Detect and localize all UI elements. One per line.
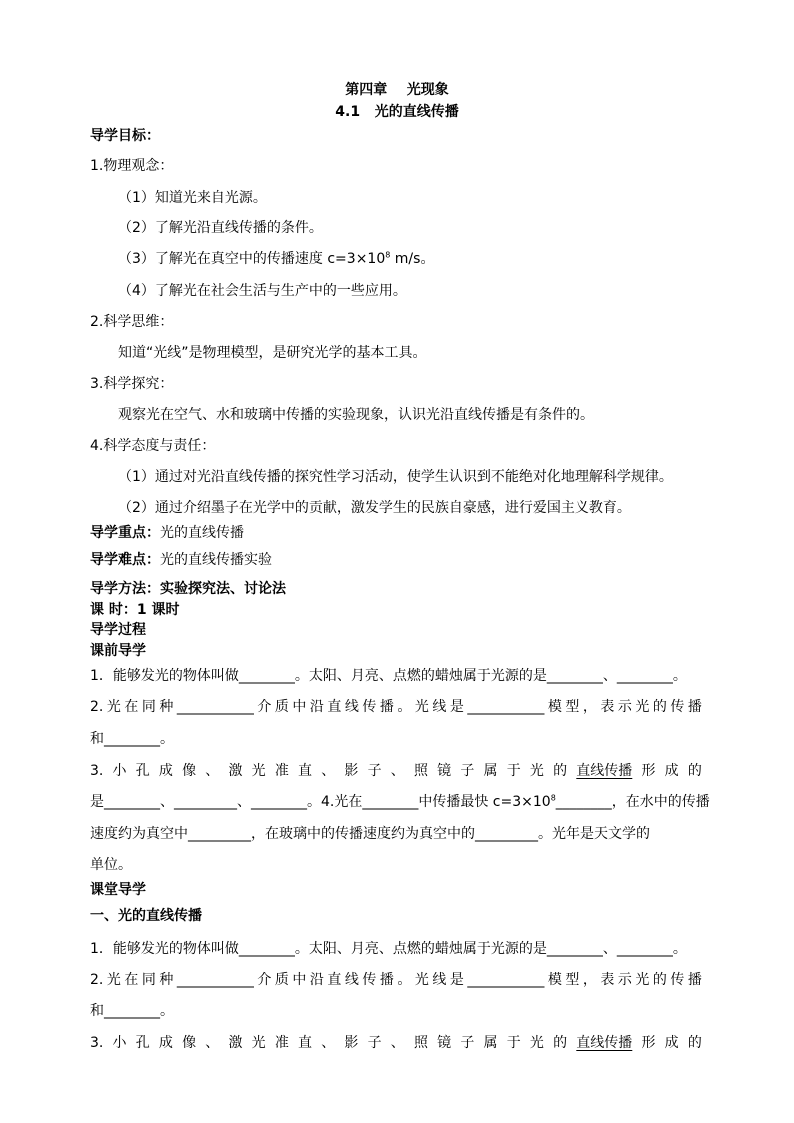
- cq3-token: 小: [112, 1035, 127, 1051]
- q3-token: 成: [158, 763, 173, 779]
- cq2-token: 中: [292, 972, 307, 988]
- cq3-token: 属: [483, 1035, 498, 1051]
- q3-token: 准: [274, 763, 289, 779]
- q2-token: 光: [414, 699, 429, 715]
- q3-exponent: 8: [550, 793, 556, 803]
- cq2-token: 。: [397, 972, 412, 988]
- physics-heading: 1.物理观念：: [90, 158, 174, 174]
- speed-unit: m/s。: [390, 251, 435, 267]
- cq3-token: 光: [251, 1035, 266, 1051]
- cq3-underlined-term: 直线传播: [576, 1035, 633, 1051]
- cq3-token: 、: [390, 1035, 405, 1051]
- q3-token: 的: [553, 763, 568, 779]
- q2-token: 是: [449, 699, 464, 715]
- difficulty-point: [90, 551, 272, 569]
- q3-token: 孔: [135, 763, 150, 779]
- method-line: 导学方法：实验探究法、讨论法: [90, 581, 286, 597]
- q2-token: 。: [397, 699, 412, 715]
- q2-token: 在: [124, 699, 139, 715]
- cq2-token: 的: [652, 972, 667, 988]
- q3-token: 3.: [90, 763, 104, 779]
- q3-token: 像: [182, 763, 197, 779]
- q2-token: 传: [362, 699, 377, 715]
- pre-question-2-end: 和________。: [90, 731, 174, 747]
- cq2-token: 光: [414, 972, 429, 988]
- cq3-token: 成: [158, 1035, 173, 1051]
- cq3-token: 光: [529, 1035, 544, 1051]
- q3-token: 照: [413, 763, 428, 779]
- cq3-token: 于: [506, 1035, 521, 1051]
- q3-underlined-term: 直线传播: [576, 763, 633, 779]
- physics-item-2: （2）了解光沿直线传播的条件。: [118, 220, 323, 236]
- q3-token: 光: [529, 763, 544, 779]
- q3-token: 、: [205, 763, 220, 779]
- cq3-token: 子: [367, 1035, 382, 1051]
- q2-token: 质: [274, 699, 289, 715]
- cq3-token: 、: [321, 1035, 336, 1051]
- q3-token: 子: [367, 763, 382, 779]
- q2-token: 播: [687, 699, 702, 715]
- q2-token: 型: [565, 699, 580, 715]
- q3-token: 形: [641, 763, 656, 779]
- q2-token: 沿: [309, 699, 324, 715]
- cq2-token: 种: [159, 972, 174, 988]
- cq3-token: 的: [687, 1035, 702, 1051]
- q2-token: 模: [547, 699, 562, 715]
- q3-token: 光: [251, 763, 266, 779]
- q3-token: 直: [298, 763, 313, 779]
- cq2-token: 沿: [309, 972, 324, 988]
- key-point: [90, 524, 244, 542]
- attitude-item-2: （2）通过介绍墨子在光学中的贡献，激发学生的民族自豪感，进行爱国主义教育。: [118, 500, 631, 516]
- cq2-token: 线: [344, 972, 359, 988]
- cq3-token: 像: [182, 1035, 197, 1051]
- q2-token: 同: [141, 699, 156, 715]
- cq2-token: 传: [670, 972, 685, 988]
- cq2-token: 在: [124, 972, 139, 988]
- cq2-token: 介: [257, 972, 272, 988]
- difficulty-text: 光的直线传播实验: [160, 552, 272, 568]
- q2-token: 中: [292, 699, 307, 715]
- q2-token: 光: [635, 699, 650, 715]
- q3-token: 子: [460, 763, 475, 779]
- cq2-token: 线: [432, 972, 447, 988]
- q2-token: 2.: [90, 699, 104, 715]
- chapter-title: 第四章 光现象: [345, 82, 449, 98]
- cq2-blank: ___________: [176, 972, 254, 988]
- cq3-token: 激: [228, 1035, 243, 1051]
- section-title: 4.1 光的直线传播: [335, 104, 459, 120]
- class-heading: 课堂导学: [90, 882, 146, 898]
- thinking-heading: 2.科学思维：: [90, 314, 174, 330]
- inquiry-text: 观察光在空气、水和玻璃中传播的实验现象，认识光沿直线传播是有条件的。: [118, 407, 594, 423]
- q3-token: 成: [664, 763, 679, 779]
- q2-token: 传: [670, 699, 685, 715]
- cq2-token: 是: [449, 972, 464, 988]
- cq3-token: 影: [344, 1035, 359, 1051]
- inquiry-heading: 3.科学探究：: [90, 376, 174, 392]
- cq2-token: 光: [635, 972, 650, 988]
- class-question-3: [90, 1034, 702, 1052]
- cq2-token: 型: [565, 972, 580, 988]
- class-question-1: 1．能够发光的物体叫做________。太阳、月亮、点燃的蜡烛属于光源的是________、________。: [90, 941, 687, 957]
- q3-line2-text: 是________、_________、________。4.光在________中传播最快 c=3×10: [90, 794, 551, 810]
- physics-item-1: （1）知道光来自光源。: [118, 190, 267, 206]
- q2-blank: ___________: [176, 699, 254, 715]
- speed-exponent: 8: [385, 250, 391, 260]
- key-text: 光的直线传播: [160, 525, 244, 541]
- q3-token: 激: [228, 763, 243, 779]
- cq3-token: 直: [298, 1035, 313, 1051]
- cq2-token: ，: [582, 972, 597, 988]
- cq2-token: 光: [106, 972, 121, 988]
- process-heading: 导学过程: [90, 622, 146, 638]
- q2-token: 表: [600, 699, 615, 715]
- q2-token: 示: [617, 699, 632, 715]
- difficulty-label: 导学难点：: [90, 552, 160, 568]
- cq3-token: 的: [553, 1035, 568, 1051]
- cq3-token: 、: [205, 1035, 220, 1051]
- cq2-token: 模: [547, 972, 562, 988]
- cq3-token: 形: [641, 1035, 656, 1051]
- cq3-token: 孔: [135, 1035, 150, 1051]
- pre-question-3-line-3: 速度约为真空中_________，在玻璃中的传播速度约为真空中的_________。光年是天文学的: [90, 826, 650, 842]
- q2-blank: ___________: [467, 699, 545, 715]
- cq2-token: 示: [617, 972, 632, 988]
- class-question-2-end: 和________。: [90, 1003, 174, 1019]
- cq2-blank: ___________: [467, 972, 545, 988]
- pre-question-3-line-4: 单位。: [90, 857, 132, 873]
- pre-question-3-line-2: [90, 793, 710, 811]
- attitude-heading: 4.科学态度与责任：: [90, 438, 216, 454]
- cq3-token: 成: [664, 1035, 679, 1051]
- q2-token: 种: [159, 699, 174, 715]
- q2-token: 线: [344, 699, 359, 715]
- cq2-token: 直: [327, 972, 342, 988]
- thinking-text: 知道“光线”是物理模型，是研究光学的基本工具。: [118, 345, 427, 361]
- class-question-2: [90, 971, 702, 989]
- q3-token: 、: [390, 763, 405, 779]
- cq3-token: 镜: [437, 1035, 452, 1051]
- q3-token: 小: [112, 763, 127, 779]
- q3-token: 镜: [437, 763, 452, 779]
- physics-item-4: （4）了解光在社会生活与生产中的一些应用。: [118, 283, 407, 299]
- pre-question-2: [90, 698, 702, 716]
- q3-token: 、: [321, 763, 336, 779]
- q3-token: 影: [344, 763, 359, 779]
- cq2-token: 表: [600, 972, 615, 988]
- q2-token: 光: [106, 699, 121, 715]
- physics-item-3-text: （3）了解光在真空中的传播速度 c=3×10: [118, 251, 386, 267]
- cq3-token: 子: [460, 1035, 475, 1051]
- cq2-token: 播: [379, 972, 394, 988]
- q3-token: 于: [506, 763, 521, 779]
- cq3-token: 3.: [90, 1035, 104, 1051]
- pre-question-1: 1．能够发光的物体叫做________。太阳、月亮、点燃的蜡烛属于光源的是________、________。: [90, 668, 687, 684]
- q3-token: 的: [687, 763, 702, 779]
- cq3-token: 准: [274, 1035, 289, 1051]
- q2-token: 介: [257, 699, 272, 715]
- pre-class-heading: 课前导学: [90, 643, 146, 659]
- hours-line: 课 时：1 课时: [90, 602, 180, 618]
- q3-token: 属: [483, 763, 498, 779]
- cq3-token: 照: [413, 1035, 428, 1051]
- key-label: 导学重点：: [90, 525, 160, 541]
- q2-token: 直: [327, 699, 342, 715]
- q2-token: 播: [379, 699, 394, 715]
- q2-token: 的: [652, 699, 667, 715]
- q3-line2-tail: ________，在水中的传播: [555, 794, 710, 810]
- physics-item-3: [118, 250, 434, 268]
- attitude-item-1: （1）通过对光沿直线传播的探究性学习活动，使学生认识到不能绝对化地理解科学规律。: [118, 469, 673, 485]
- pre-question-3: [90, 762, 702, 780]
- q2-token: ，: [582, 699, 597, 715]
- cq2-token: 播: [687, 972, 702, 988]
- cq2-token: 2.: [90, 972, 104, 988]
- cq2-token: 质: [274, 972, 289, 988]
- q2-token: 线: [432, 699, 447, 715]
- cq2-token: 传: [362, 972, 377, 988]
- cq2-token: 同: [141, 972, 156, 988]
- class-subheading: 一、光的直线传播: [90, 908, 202, 924]
- goals-heading: 导学目标：: [90, 128, 160, 144]
